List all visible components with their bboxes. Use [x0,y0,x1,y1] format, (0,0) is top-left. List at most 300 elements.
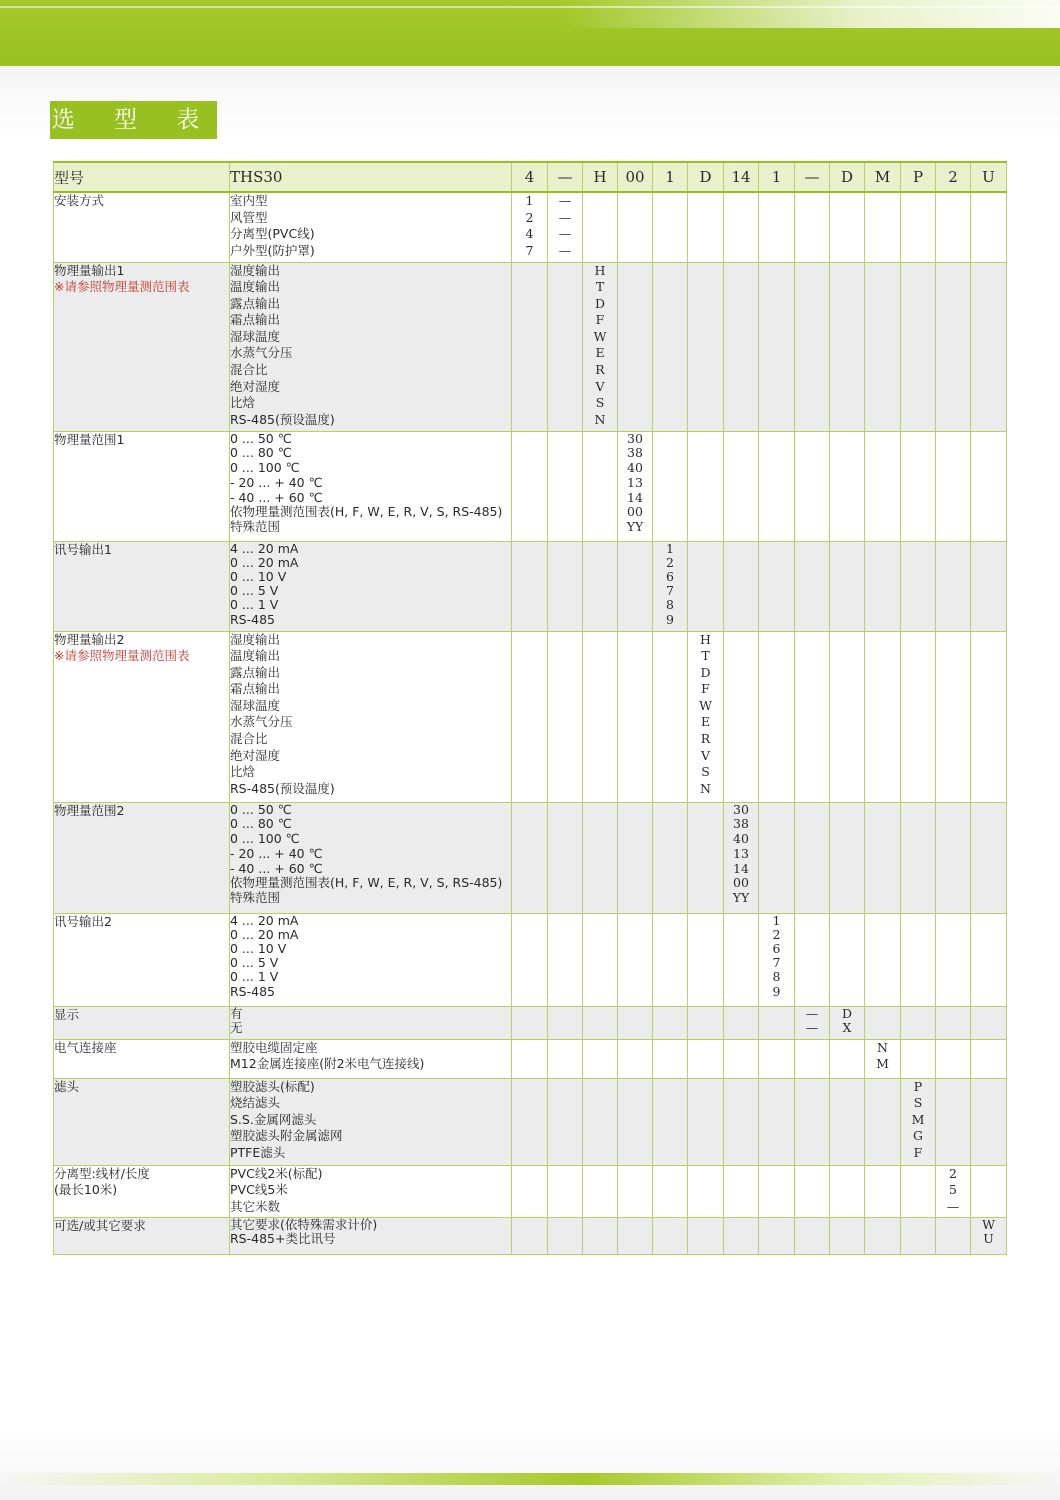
code-value: 30 [733,801,749,817]
option-item: 绝对湿度 [230,747,281,763]
option-item: 室内型 [230,193,268,208]
code-cell [618,913,653,1006]
options-cell [230,192,512,262]
code-value: YY [626,519,644,535]
option-item: 0 ... 20 mA [230,554,299,570]
code-cell [548,1039,583,1078]
code-value: 00 [627,504,643,520]
option-item: 户外型(防护罩) [230,242,315,258]
code-cell [618,192,653,262]
code-cell [830,802,865,913]
code-cell [548,802,583,913]
code-cell [795,913,830,1006]
row-label: 物理量输出2 [54,631,125,647]
code-cell [759,1217,795,1254]
table-header-row [54,162,1007,192]
code-value: 2 [772,926,781,942]
option-item: 湿球温度 [230,697,281,713]
option-item: 4 ... 20 mA [230,912,299,928]
code-cell [653,541,688,631]
row-label-cell [54,1078,230,1165]
code-cell [653,192,688,262]
code-cell [583,913,618,1006]
code-value: W [699,697,712,713]
code-value: 00 [733,875,749,891]
row-label-cell [54,541,230,631]
code-cell [830,541,865,631]
code-value: 7 [525,242,534,258]
option-item: 0 ... 5 V [230,955,279,971]
option-item: 依物理量测范围表(H, F, W, E, R, V, S, RS-485) [230,504,503,520]
option-item: 水蒸气分压 [230,345,293,361]
code-cell [795,541,830,631]
code-value: R [595,362,605,378]
code-cell [688,541,724,631]
option-item: 水蒸气分压 [230,714,293,730]
row-label-cell [54,1165,230,1217]
code-cell [759,802,795,913]
code-cell [759,1006,795,1039]
code-value: D [841,1005,853,1021]
table-row [54,1006,1007,1039]
option-item: 湿球温度 [230,328,281,344]
code-cell [759,631,795,802]
option-item: M12金属连接座(附2米电气连接线) [230,1055,425,1071]
code-cell [724,262,759,431]
row-label-cell [54,1217,230,1254]
option-item: 0 ... 100 ℃ [230,460,300,476]
code-cell [901,802,936,913]
code-cell [618,802,653,913]
code-cell [865,192,901,262]
option-item: - 40 ... + 60 ℃ [230,860,323,876]
option-item: 无 [230,1020,243,1036]
code-cell [653,1078,688,1165]
code-cell [759,431,795,541]
code-value: D [700,664,711,680]
option-item: 霜点输出 [230,312,281,328]
option-item: 0 ... 10 V [230,940,287,956]
code-value: 14 [733,860,749,876]
code-value: U [983,1231,994,1246]
option-item: 绝对湿度 [230,378,281,394]
code-cell [512,913,548,1006]
code-value: — [946,1198,960,1214]
header-code-1: 4 [512,162,548,192]
header-code-7: 14 [724,162,759,192]
code-cell [583,1078,618,1165]
code-cell [618,1078,653,1165]
top-banner-shine [560,0,1060,28]
row-label: 分离型:线材/长度 [54,1165,150,1181]
code-value: S [913,1095,923,1111]
option-item: 依物理量测范围表(H, F, W, E, R, V, S, RS-485) [230,875,503,891]
option-item: 0 ... 5 V [230,583,279,599]
code-cell [688,1006,724,1039]
code-value: 2 [949,1165,957,1181]
code-value: 30 [627,430,643,446]
code-cell [583,431,618,541]
code-cell [688,262,724,431]
code-value: P [913,1078,923,1094]
code-value: 40 [733,831,749,847]
code-cell [688,1217,724,1254]
option-item: 0 ... 80 ℃ [230,816,292,832]
code-cell [724,631,759,802]
code-cell [653,1217,688,1254]
code-cell [830,913,865,1006]
table-row [54,1217,1007,1254]
row-label: 讯号输出2 [54,913,112,929]
code-cell [936,431,971,541]
code-value: YY [732,890,750,906]
code-value: V [595,378,605,394]
code-cell [653,1165,688,1217]
code-cell [830,192,865,262]
code-cell [865,913,901,1006]
option-item: 0 ... 50 ℃ [230,430,292,446]
code-cell [653,431,688,541]
code-cell [759,1165,795,1217]
code-cell [548,1165,583,1217]
code-cell [618,262,653,431]
code-cell [583,1217,618,1254]
code-value: 2 [525,209,534,225]
code-cell [724,541,759,631]
code-cell [936,1039,971,1078]
options-cell [230,631,512,802]
code-cell [512,802,548,913]
code-cell [936,192,971,262]
code-cell [795,1039,830,1078]
code-cell [724,1165,759,1217]
code-cell [548,1006,583,1039]
header-type-label: 型号 [54,162,230,192]
code-cell [618,1039,653,1078]
code-value: N [700,780,711,796]
option-item: PVC线5米 [230,1182,288,1198]
row-label-cell [54,802,230,913]
header-code-14: U [971,162,1007,192]
option-item: 塑胶电缆固定座 [230,1039,318,1055]
option-item: 特殊范围 [230,519,281,535]
code-cell [548,541,583,631]
option-item: 霜点输出 [230,681,281,697]
code-value: N [877,1039,888,1055]
header-code-5: 1 [653,162,688,192]
option-item: RS-485+类比讯号 [230,1231,336,1246]
code-cell [583,1006,618,1039]
code-cell [618,1165,653,1217]
code-value: E [595,345,605,361]
header-code-6: D [688,162,724,192]
code-value: 1 [772,912,781,928]
code-cell [688,631,724,802]
code-value: W [982,1216,995,1232]
code-cell [724,1078,759,1165]
option-item: 其它米数 [230,1198,281,1214]
code-cell [901,913,936,1006]
selection-table [53,161,1007,1255]
code-cell [865,1217,901,1254]
code-value: — [558,209,572,225]
code-cell [512,262,548,431]
header-code-11: M [865,162,901,192]
code-value: F [913,1144,923,1160]
code-cell [759,913,795,1006]
options-cell [230,802,512,913]
option-item: 特殊范围 [230,890,281,906]
code-cell [512,1217,548,1254]
code-cell [936,913,971,1006]
code-cell [618,541,653,631]
code-cell [583,1039,618,1078]
table-row [54,541,1007,631]
code-value: 14 [627,489,643,505]
code-cell [795,1006,830,1039]
code-cell [830,631,865,802]
options-cell [230,913,512,1006]
row-label-cell [54,1006,230,1039]
row-label: 物理量范围1 [54,431,125,447]
code-cell [795,631,830,802]
option-item: 0 ... 1 V [230,597,279,613]
option-item: RS-485 [230,611,275,627]
option-item: 0 ... 20 mA [230,926,299,942]
code-cell [936,631,971,802]
code-value: — [805,1020,819,1036]
option-item: 混合比 [230,731,268,747]
table-row [54,1039,1007,1078]
table-row [54,192,1007,262]
code-value: 13 [733,845,749,861]
code-cell [724,802,759,913]
code-cell [795,262,830,431]
code-cell [901,1078,936,1165]
option-item: RS-485(预设温度) [230,411,335,427]
code-value: G [913,1128,923,1144]
code-cell [901,1006,936,1039]
code-cell [653,262,688,431]
option-item: 湿度输出 [230,262,281,278]
code-cell [936,802,971,913]
row-label: 可选/或其它要求 [54,1217,146,1233]
code-value: 6 [666,568,674,584]
row-label-cell [54,431,230,541]
code-cell [688,802,724,913]
code-cell [759,262,795,431]
code-cell [759,1039,795,1078]
code-cell [548,431,583,541]
code-value: 7 [666,583,674,599]
header-code-4: 00 [618,162,653,192]
code-cell [971,1165,1007,1217]
option-item: 温度输出 [230,648,281,664]
code-cell [936,1217,971,1254]
code-cell [724,431,759,541]
code-cell [971,802,1007,913]
code-value: T [595,279,605,295]
code-cell [583,1165,618,1217]
code-cell [512,1039,548,1078]
code-cell [618,431,653,541]
header-code-12: P [901,162,936,192]
code-cell [653,631,688,802]
bottom-banner [0,1432,1060,1500]
code-cell [724,913,759,1006]
code-cell [971,431,1007,541]
option-item: 塑胶滤头附金属滤网 [230,1128,343,1144]
code-cell [688,1039,724,1078]
code-cell [901,262,936,431]
row-label-cell [54,1039,230,1078]
table-row [54,913,1007,1006]
option-item: 比焓 [230,395,256,411]
code-value: F [701,681,710,697]
table-row [54,631,1007,802]
row-note: ※请参照物理量测范围表 [54,278,190,294]
code-cell [583,192,618,262]
code-cell [830,1006,865,1039]
option-item: 比焓 [230,764,256,780]
options-cell [230,1006,512,1039]
row-label-cell [54,913,230,1006]
code-value: — [805,1005,819,1021]
code-cell [830,1078,865,1165]
code-cell [830,262,865,431]
code-cell [512,631,548,802]
options-cell [230,431,512,541]
code-value: — [558,193,572,208]
option-item: 湿度输出 [230,631,281,647]
code-cell [830,1217,865,1254]
code-cell [795,1165,830,1217]
option-item: 露点输出 [230,295,281,311]
option-item: 0 ... 1 V [230,969,279,985]
code-cell [618,1006,653,1039]
code-value: E [700,714,711,730]
code-cell [971,631,1007,802]
code-value: W [593,328,607,344]
code-value: 8 [666,597,674,613]
code-cell [548,913,583,1006]
code-cell [865,802,901,913]
code-value: H [594,262,606,278]
code-cell [759,541,795,631]
option-item: RS-485(预设温度) [230,780,335,796]
option-item: 4 ... 20 mA [230,540,299,556]
row-label-sub: (最长10米) [54,1181,118,1197]
code-cell [901,1039,936,1078]
table-row [54,431,1007,541]
code-cell [759,1078,795,1165]
code-cell [971,913,1007,1006]
row-label-cell [54,262,230,431]
table-row [54,1078,1007,1165]
code-cell [583,631,618,802]
header-model: THS30 [230,162,512,192]
option-item: RS-485 [230,983,275,999]
code-cell [865,1039,901,1078]
code-value: N [594,411,606,427]
code-cell [618,631,653,802]
code-cell [865,431,901,541]
code-value: 8 [772,969,781,985]
code-cell [512,541,548,631]
code-cell [865,1006,901,1039]
code-cell [865,541,901,631]
options-cell [230,1078,512,1165]
option-item: PVC线2米(标配) [230,1165,323,1181]
top-banner [0,0,1060,66]
code-cell [971,1006,1007,1039]
option-item: PTFE滤头 [230,1144,286,1160]
code-cell [936,1078,971,1165]
code-cell [830,1039,865,1078]
code-cell [618,1217,653,1254]
code-cell [653,1006,688,1039]
code-cell [512,431,548,541]
header-code-10: D [830,162,865,192]
code-value: H [700,631,711,647]
header-code-9: — [795,162,830,192]
code-value: S [595,395,605,411]
code-value: X [842,1020,852,1036]
code-cell [548,262,583,431]
code-cell [971,192,1007,262]
code-cell [936,541,971,631]
code-value: 7 [772,955,781,971]
code-value: M [876,1055,889,1071]
option-item: - 20 ... + 40 ℃ [230,845,323,861]
code-value: 13 [627,474,643,490]
code-cell [936,262,971,431]
option-item: S.S.金属网滤头 [230,1111,317,1127]
table-row [54,262,1007,431]
code-cell [936,1165,971,1217]
code-cell [901,541,936,631]
option-item: 混合比 [230,362,268,378]
option-item: 其它要求(依特殊需求计价) [230,1216,378,1232]
code-cell [583,262,618,431]
option-item: 0 ... 80 ℃ [230,445,292,461]
code-cell [865,631,901,802]
row-label: 物理量范围2 [54,802,125,818]
bottom-banner-line [0,1473,1060,1485]
code-cell [688,1078,724,1165]
code-cell [653,913,688,1006]
code-value: S [701,764,710,780]
code-cell [512,192,548,262]
options-cell [230,1217,512,1254]
code-cell [830,1165,865,1217]
code-cell [512,1006,548,1039]
option-item: 塑胶滤头(标配) [230,1078,315,1094]
code-cell [583,541,618,631]
code-cell [688,192,724,262]
code-value: 5 [949,1182,957,1198]
option-item: 风管型 [230,209,268,225]
code-value: 2 [666,554,674,570]
row-label-cell [54,631,230,802]
code-cell [936,1006,971,1039]
option-item: - 40 ... + 60 ℃ [230,489,323,505]
code-cell [688,1165,724,1217]
code-cell [795,431,830,541]
row-label: 安装方式 [54,193,105,208]
code-cell [901,431,936,541]
option-item: 0 ... 10 V [230,568,287,584]
